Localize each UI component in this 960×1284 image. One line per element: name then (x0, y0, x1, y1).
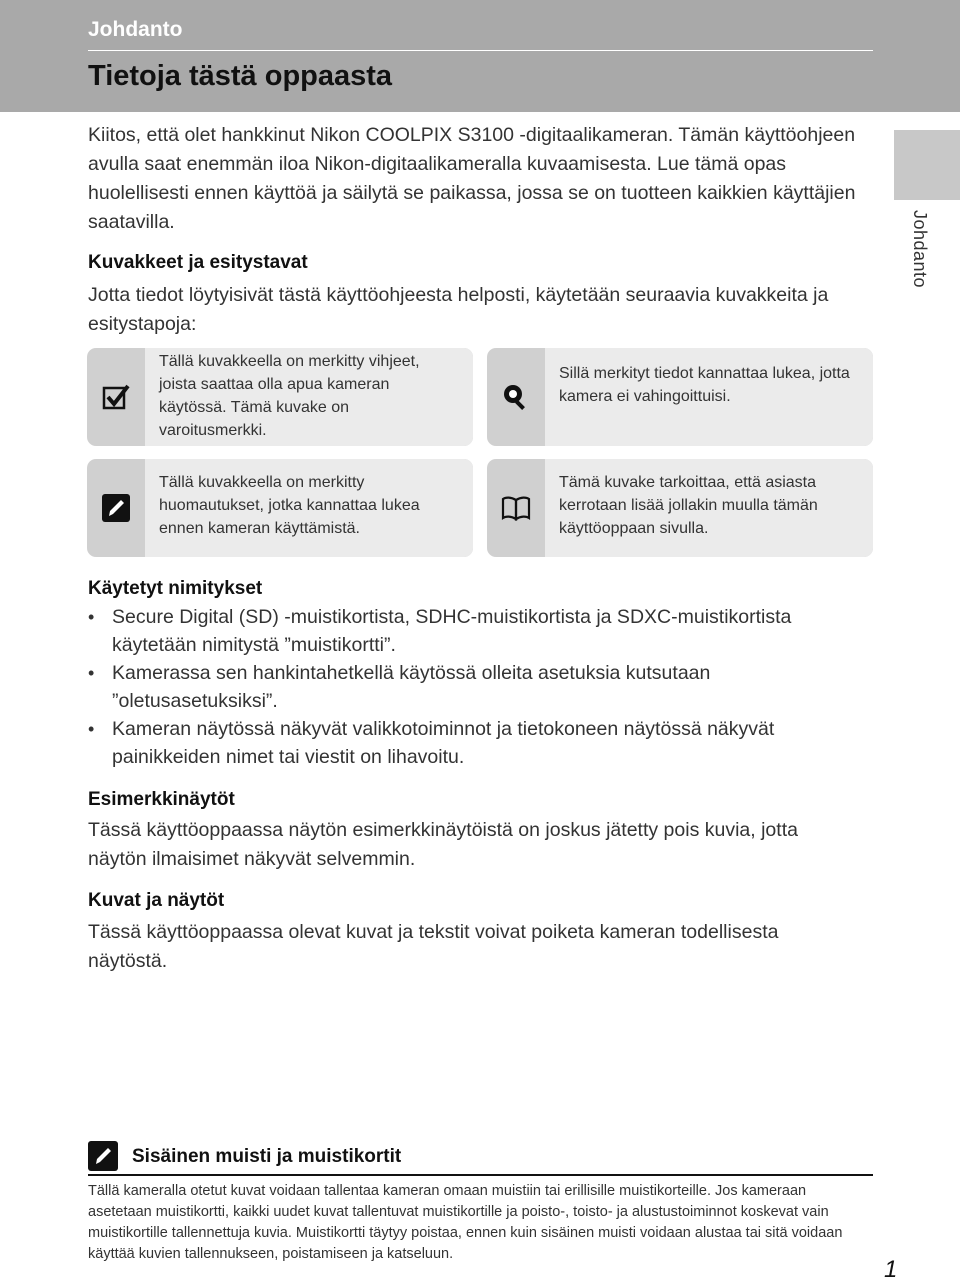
icon-box-reference (487, 459, 873, 557)
icons-section-heading: Kuvakkeet ja esitystavat (88, 252, 308, 273)
icon-box-text: Sillä merkityt tiedot kannattaa lukea, jotta kamera ei vahingoittuisi. (559, 365, 850, 405)
side-tab-marker (894, 130, 960, 200)
book-icon (501, 494, 531, 522)
list-item: • Kamerassa sen hankintahetkellä käytössä olleita asetuksia kutsutaan ”oletusasetuksiksi”. (88, 659, 868, 715)
bullet-icon: • (88, 719, 95, 739)
magnifier-icon (501, 383, 531, 411)
list-item: • Kameran näytössä näkyvät valikkotoiminnot ja tietokoneen näytössä näkyvät painikkeiden nimet tai viestit on lihavoitu. (88, 715, 868, 771)
note-text: Tällä kameralla otetut kuvat voidaan tallentaa kameran omaan muistiin tai erillisille muistikorteille. Jos kameraan asetetaan muistikortti, kaikki uudet kuvat tallentuvat muistikortille ja poisto-, toisto- ja alustustoiminnot koskevat vain muistikortille tallennettuja kuvia. Muistikortti täytyy poistaa, ennen kuin sisäinen muisti voidaan alustaa tai sitä voidaan käyttää kuvien tallennukseen, poistamiseen ja katseluun. (88, 1183, 843, 1262)
icon-box-text: Tällä kuvakkeella on merkitty huomautukset, jotka kannattaa lukea ennen kameran käyttämistä. (159, 474, 420, 537)
examples-section-text: Tässä käyttöoppaassa näytön esimerkkinäytöistä on joskus jätetty pois kuvia, jotta näytön ilmaisimet näkyvät selvemmin. (88, 819, 798, 870)
chapter-label: Johdanto (88, 18, 183, 41)
icon-box-notes (87, 459, 473, 557)
icon-box-text: Tällä kuvakkeella on merkitty vihjeet, joista saattaa olla apua kameran käytössä. Tämä kuvake on varoitusmerkki. (159, 353, 420, 439)
terms-section-heading: Käytetyt nimitykset (88, 578, 263, 599)
icons-section-text: Jotta tiedot löytyisivät tästä käyttöohjeesta helposti, käytetään seuraavia kuvakkeita ja esitystapoja: (88, 284, 829, 335)
page-header (0, 0, 960, 112)
examples-section-heading: Esimerkkinäytöt (88, 789, 235, 810)
page-number: 1 (884, 1256, 898, 1283)
intro-paragraph: Kiitos, että olet hankkinut Nikon COOLPIX S3100 -digitaalikameran. Tämän käyttöohjeen avulla saat enemmän iloa Nikon-digitaalikameralla kuvaamisesta. Lue tämä opas huolellisesti ennen käyttöä ja säilytä se paikassa, jossa se on tuotteen kaikkien käyttäjien saatavilla. (88, 124, 856, 233)
terms-list (88, 603, 868, 771)
images-section-text: Tässä käyttöoppaassa olevat kuvat ja tekstit voivat poiketa kameran todellisesta näytöstä. (88, 921, 779, 972)
icon-box-tips (87, 348, 473, 446)
note-title: Sisäinen muisti ja muistikortit (132, 1146, 402, 1167)
page-title: Tietoja tästä oppaasta (88, 60, 393, 92)
note-pencil-icon (88, 1141, 118, 1171)
side-tab-label: Johdanto (910, 210, 930, 289)
checkmark-icon (101, 383, 131, 411)
note-divider (88, 1174, 873, 1176)
bullet-icon: • (88, 607, 95, 627)
pencil-note-icon (101, 494, 131, 522)
icon-box-text: Tämä kuvake tarkoittaa, että asiasta kerrotaan lisää jollakin muulla tämän käyttöoppaan sivulla. (559, 474, 818, 537)
icon-box-caution (487, 348, 873, 446)
bullet-icon: • (88, 663, 95, 683)
list-item: • Secure Digital (SD) -muistikortista, SDHC-muistikortista ja SDXC-muistikortista käytetään nimitystä ”muistikortti”. (88, 603, 868, 659)
images-section-heading: Kuvat ja näytöt (88, 890, 225, 911)
header-divider (88, 50, 873, 51)
